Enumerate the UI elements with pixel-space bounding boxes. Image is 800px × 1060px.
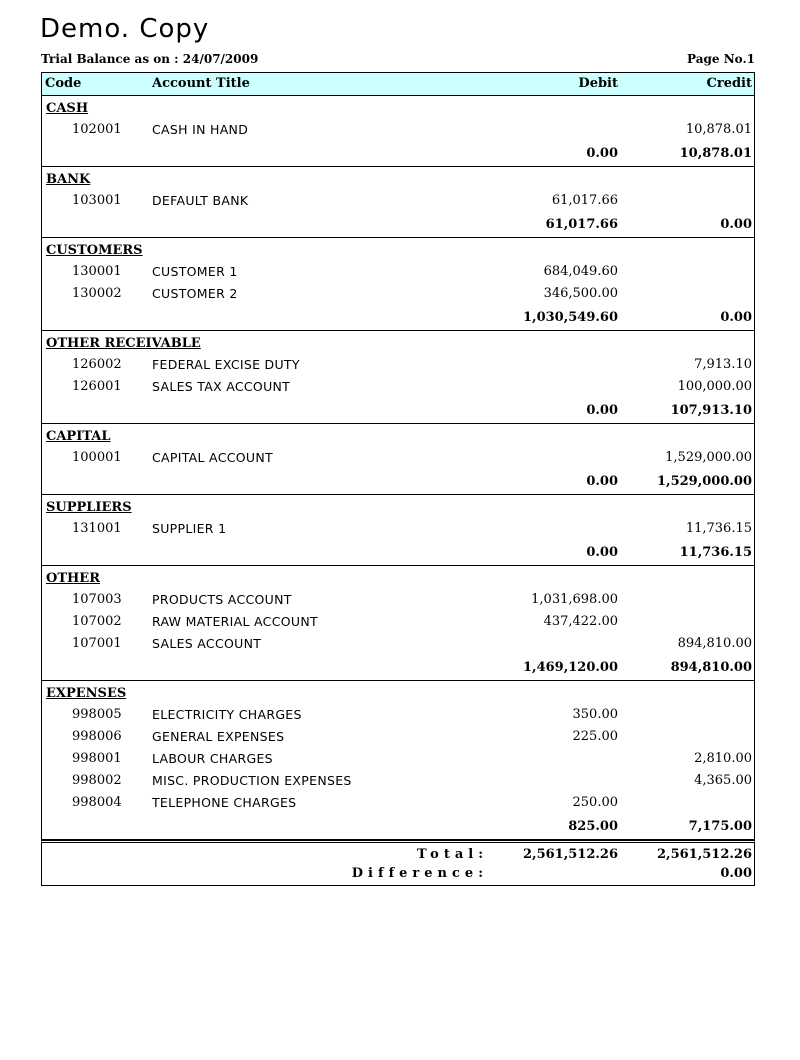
subtotal-credit: 0.00 <box>720 310 752 325</box>
debit-amount: 225.00 <box>572 729 618 744</box>
subtotal-debit: 0.00 <box>586 474 618 489</box>
credit-amount: 894,810.00 <box>677 636 752 651</box>
debit-amount: 684,049.60 <box>543 264 618 279</box>
account-title: PRODUCTS ACCOUNT <box>152 592 292 607</box>
total-row <box>42 845 754 865</box>
column-header-title: Account Title <box>152 76 250 91</box>
document-title: Demo. Copy <box>40 14 210 44</box>
account-row <box>42 191 754 213</box>
credit-amount: 10,878.01 <box>685 122 752 137</box>
account-row <box>42 590 754 612</box>
account-code: 107001 <box>72 636 122 651</box>
account-row <box>42 120 754 142</box>
account-row <box>42 771 754 793</box>
report-subtitle: Trial Balance as on : 24/07/2009 <box>41 52 259 66</box>
account-row <box>42 448 754 470</box>
account-row <box>42 705 754 727</box>
account-code: 103001 <box>72 193 122 208</box>
account-code: 126002 <box>72 357 122 372</box>
account-title: CUSTOMER 1 <box>152 264 238 279</box>
column-header-code: Code <box>45 76 82 91</box>
account-code: 998006 <box>72 729 122 744</box>
difference-row <box>42 864 754 884</box>
total-label: Total: <box>416 847 488 862</box>
account-row <box>42 634 754 656</box>
subtotal-credit: 107,913.10 <box>670 403 752 418</box>
credit-amount: 2,810.00 <box>694 751 752 766</box>
account-row <box>42 519 754 541</box>
account-code: 998004 <box>72 795 122 810</box>
group-subtotal <box>42 470 754 494</box>
account-title: CUSTOMER 2 <box>152 286 238 301</box>
group-subtotal <box>42 399 754 423</box>
account-title: SALES ACCOUNT <box>152 636 262 651</box>
credit-amount: 4,365.00 <box>694 773 752 788</box>
column-header-credit: Credit <box>706 76 752 91</box>
group-subtotal <box>42 306 754 330</box>
subtotal-credit: 11,736.15 <box>679 545 752 560</box>
account-title: ELECTRICITY CHARGES <box>152 707 302 722</box>
account-code: 107003 <box>72 592 122 607</box>
credit-amount: 1,529,000.00 <box>665 450 752 465</box>
debit-amount: 350.00 <box>572 707 618 722</box>
group-subtotal <box>42 815 754 839</box>
account-group <box>42 96 754 167</box>
page-number: Page No.1 <box>687 52 755 66</box>
grand-totals <box>41 840 755 886</box>
total-debit: 2,561,512.26 <box>523 847 618 862</box>
table-header <box>42 73 754 96</box>
subtotal-debit: 61,017.66 <box>545 217 618 232</box>
subtotal-debit: 0.00 <box>586 403 618 418</box>
account-title: LABOUR CHARGES <box>152 751 273 766</box>
debit-amount: 437,422.00 <box>543 614 618 629</box>
group-subtotal <box>42 142 754 166</box>
account-row <box>42 262 754 284</box>
subtotal-debit: 0.00 <box>586 545 618 560</box>
account-title: CASH IN HAND <box>152 122 249 137</box>
group-title: BANK <box>46 172 91 187</box>
account-row <box>42 355 754 377</box>
account-group <box>42 238 754 331</box>
account-title: TELEPHONE CHARGES <box>152 795 297 810</box>
debit-amount: 1,031,698.00 <box>531 592 618 607</box>
account-group <box>42 331 754 424</box>
account-code: 131001 <box>72 521 122 536</box>
subtotal-credit: 7,175.00 <box>688 819 752 834</box>
account-group <box>42 495 754 566</box>
credit-amount: 100,000.00 <box>677 379 752 394</box>
account-code: 998005 <box>72 707 122 722</box>
difference-label: Difference: <box>351 866 488 881</box>
account-title: DEFAULT BANK <box>152 193 249 208</box>
account-row <box>42 612 754 634</box>
account-title: CAPITAL ACCOUNT <box>152 450 273 465</box>
account-group <box>42 566 754 681</box>
subtotal-debit: 0.00 <box>586 146 618 161</box>
subtotal-debit: 1,469,120.00 <box>523 660 618 675</box>
group-title: CUSTOMERS <box>46 243 143 258</box>
group-title: OTHER <box>46 571 100 586</box>
account-title: RAW MATERIAL ACCOUNT <box>152 614 318 629</box>
group-title: OTHER RECEIVABLE <box>46 336 201 351</box>
subtotal-credit: 10,878.01 <box>679 146 752 161</box>
total-credit: 2,561,512.26 <box>657 847 752 862</box>
subtotal-credit: 1,529,000.00 <box>657 474 752 489</box>
account-row <box>42 749 754 771</box>
account-group <box>42 681 754 840</box>
subtotal-credit: 0.00 <box>720 217 752 232</box>
account-title: GENERAL EXPENSES <box>152 729 285 744</box>
account-row <box>42 284 754 306</box>
difference-credit: 0.00 <box>720 866 752 881</box>
account-row <box>42 793 754 815</box>
group-title: SUPPLIERS <box>46 500 132 515</box>
column-header-debit: Debit <box>578 76 618 91</box>
account-code: 107002 <box>72 614 122 629</box>
account-row <box>42 377 754 399</box>
trial-balance-table <box>41 72 755 840</box>
credit-amount: 7,913.10 <box>694 357 752 372</box>
account-code: 998002 <box>72 773 122 788</box>
group-title: CAPITAL <box>46 429 111 444</box>
account-title: MISC. PRODUCTION EXPENSES <box>152 773 352 788</box>
debit-amount: 61,017.66 <box>551 193 618 208</box>
subtotal-debit: 825.00 <box>568 819 618 834</box>
subtotal-debit: 1,030,549.60 <box>523 310 618 325</box>
account-code: 126001 <box>72 379 122 394</box>
account-title: FEDERAL EXCISE DUTY <box>152 357 300 372</box>
debit-amount: 346,500.00 <box>543 286 618 301</box>
group-subtotal <box>42 541 754 565</box>
subtotal-credit: 894,810.00 <box>670 660 752 675</box>
account-group <box>42 424 754 495</box>
account-code: 998001 <box>72 751 122 766</box>
account-code: 100001 <box>72 450 122 465</box>
account-code: 130002 <box>72 286 122 301</box>
account-group <box>42 167 754 238</box>
group-subtotal <box>42 213 754 237</box>
credit-amount: 11,736.15 <box>685 521 752 536</box>
account-code: 102001 <box>72 122 122 137</box>
account-title: SUPPLIER 1 <box>152 521 227 536</box>
group-title: EXPENSES <box>46 686 127 701</box>
account-title: SALES TAX ACCOUNT <box>152 379 291 394</box>
account-code: 130001 <box>72 264 122 279</box>
account-row <box>42 727 754 749</box>
group-subtotal <box>42 656 754 680</box>
group-title: CASH <box>46 101 89 116</box>
debit-amount: 250.00 <box>572 795 618 810</box>
